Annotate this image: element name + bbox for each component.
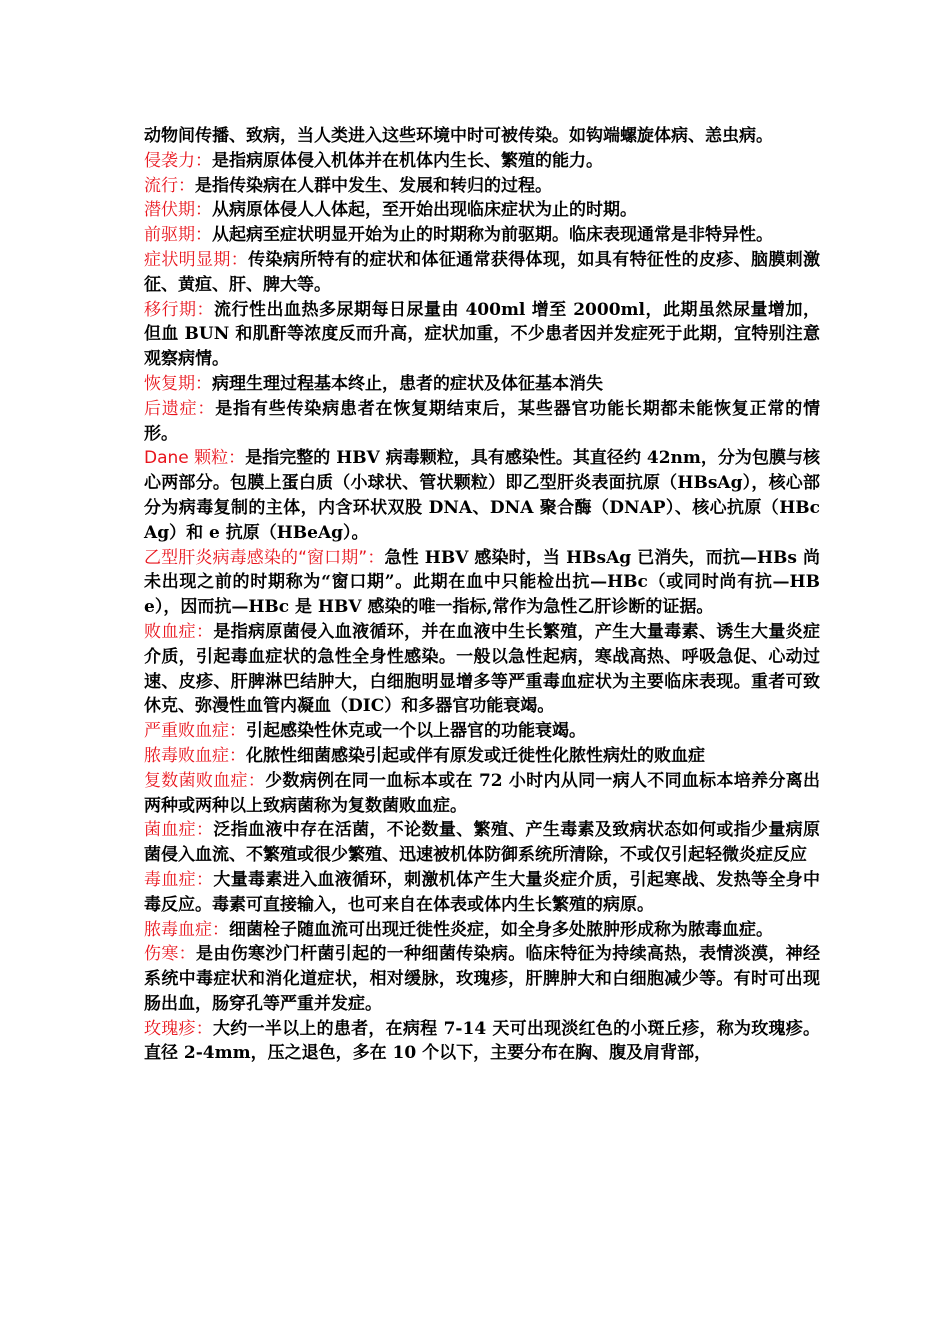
glossary-entry <box>144 818 820 868</box>
glossary-definition: 是指病原体侵入机体并在机体内生长、繁殖的能力。 <box>212 150 603 171</box>
glossary-definition: 大量毒素进入血液循环，刺激机体产生大量炎症介质，引起寒战、发热等全身中毒反应。毒素可直接输入，也可来自在体表或体内生长繁殖的病原。 <box>144 869 821 915</box>
glossary-definition: 化脓性细菌感染引起或伴有原发或迁徙性化脓性病灶的败血症 <box>246 745 705 766</box>
glossary-term: 后遗症： <box>144 398 216 419</box>
glossary-term: 脓毒败血症： <box>144 745 246 766</box>
lead-paragraph <box>144 124 820 149</box>
glossary-entry <box>144 198 820 223</box>
glossary-definition: 是指有些传染病患者在恢复期结束后，某些器官功能长期都未能恢复正常的情形。 <box>144 398 821 444</box>
glossary-definition: 病理生理过程基本终止，患者的症状及体征基本消失 <box>212 373 603 394</box>
glossary-definition: 泛指血液中存在活菌，不论数量、繁殖、产生毒素及致病状态如何或指少量病原菌侵入血流、不繁殖或很少繁殖、迅速被机体防御系统所清除，不或仅引起轻微炎症反应 <box>144 820 821 866</box>
glossary-term: 脓毒血症： <box>144 919 229 940</box>
glossary-entry <box>144 546 820 620</box>
glossary-term: 前驱期： <box>144 225 212 246</box>
glossary-entry <box>144 298 820 372</box>
glossary-definition: 从起病至症状明显开始为止的时期称为前驱期。临床表现通常是非特异性。 <box>212 225 773 246</box>
document-page <box>144 124 820 1066</box>
glossary-term: 潜伏期： <box>144 200 212 221</box>
glossary-definition: 是指完整的 HBV 病毒颗粒，具有感染性。其直径约 42nm，分为包膜与核心两部分。包膜上蛋白质（小球状、管状颗粒）即乙型肝炎表面抗原（HBsAg），核心部分为病毒复制的主体，内含环状双股 DNA、DNA 聚合酶（DNAP）、核心抗原（HBcAg）和 e 抗原（HBeAg）。 <box>144 448 820 543</box>
glossary-term: 严重败血症： <box>144 721 246 742</box>
glossary-entry <box>144 372 820 397</box>
glossary-term: 败血症： <box>144 621 214 642</box>
glossary-entry <box>144 719 820 744</box>
glossary-entry <box>144 942 820 1016</box>
glossary-entry <box>144 397 820 447</box>
glossary-entries <box>144 149 820 1066</box>
glossary-definition: 引起感染性休克或一个以上器官的功能衰竭。 <box>246 721 586 742</box>
glossary-term: 流行： <box>144 175 195 196</box>
glossary-definition: 流行性出血热多尿期每日尿量由 400ml 增至 2000ml，此期虽然尿量增加，但血 BUN 和肌酐等浓度反而升高，症状加重，不少患者因并发症死于此期，宜特别注意观察病情。 <box>144 299 821 370</box>
glossary-entry <box>144 174 820 199</box>
glossary-entry <box>144 918 820 943</box>
glossary-definition: 是指病原菌侵入血液循环，并在血液中生长繁殖，产生大量毒素、诱生大量炎症介质，引起毒血症状的急性全身性感染。一般以急性起病，寒战高热、呼吸急促、心动过速、皮疹、肝脾淋巴结肿大，白细胞明显增多等严重毒血症状为主要临床表现。重者可致休克、弥漫性血管内凝血（DIC）和多器官功能衰竭。 <box>144 621 821 717</box>
glossary-definition: 传染病所特有的症状和体征通常获得体现，如具有特征性的皮疹、脑膜刺激征、黄疸、肝、脾大等。 <box>144 249 821 295</box>
glossary-definition: 是由伤寒沙门杆菌引起的一种细菌传染病。临床特征为持续高热，表情淡漠，神经系统中毒症状和消化道症状，相对缓脉，玫瑰疹，肝脾肿大和白细胞减少等。有时可出现肠出血，肠穿孔等严重并发症。 <box>144 944 821 1014</box>
lead-paragraph-text: 动物间传播、致病，当人类进入这些环境中时可被传染。如钩端螺旋体病、恙虫病。 <box>144 126 773 146</box>
glossary-entry <box>144 744 820 769</box>
glossary-entry <box>144 769 820 819</box>
glossary-definition: 细菌栓子随血流可出现迁徙性炎症，如全身多处脓肿形成称为脓毒血症。 <box>229 919 773 940</box>
glossary-entry <box>144 149 820 174</box>
glossary-term: 复数菌败血症： <box>144 770 266 791</box>
glossary-entry <box>144 868 820 918</box>
glossary-definition: 少数病例在同一血标本或在 72 小时内从同一病人不同血标本培养分离出两种或两种以上致病菌称为复数菌败血症。 <box>144 770 820 816</box>
glossary-term: 毒血症： <box>144 869 214 890</box>
glossary-entry <box>144 446 820 545</box>
glossary-definition: 是指传染病在人群中发生、发展和转归的过程。 <box>195 175 552 196</box>
glossary-term: Dane 颗粒： <box>144 448 246 469</box>
glossary-definition: 从病原体侵人人体起，至开始出现临床症状为止的时期。 <box>212 200 637 221</box>
glossary-entry <box>144 620 820 719</box>
glossary-term: 移行期： <box>144 299 215 320</box>
glossary-term: 乙型肝炎病毒感染的“窗口期”： <box>144 547 385 568</box>
glossary-definition: 急性 HBV 感染时，当 HBsAg 已消失，而抗—HBs 尚未出现之前的时期称为“窗口期”。此期在血中只能检出抗—HBc（或同时尚有抗—HBe），因而抗—HBc 是 HBV 感染的唯一指标,常作为急性乙肝诊断的证据。 <box>144 547 820 618</box>
glossary-entry <box>144 223 820 248</box>
glossary-entry <box>144 248 820 298</box>
glossary-term: 玫瑰疹： <box>144 1018 214 1039</box>
glossary-definition: 大约一半以上的患者，在病程 7-14 天可出现淡红色的小斑丘疹，称为玫瑰疹。直径 2-4mm，压之退色，多在 10 个以下，主要分布在胸、腹及肩背部， <box>144 1018 820 1064</box>
glossary-term: 侵袭力： <box>144 150 212 171</box>
glossary-term: 恢复期： <box>144 373 212 394</box>
glossary-term: 症状明显期： <box>144 249 249 270</box>
glossary-entry <box>144 1017 820 1067</box>
glossary-term: 伤寒： <box>144 944 197 965</box>
glossary-term: 菌血症： <box>144 820 214 841</box>
